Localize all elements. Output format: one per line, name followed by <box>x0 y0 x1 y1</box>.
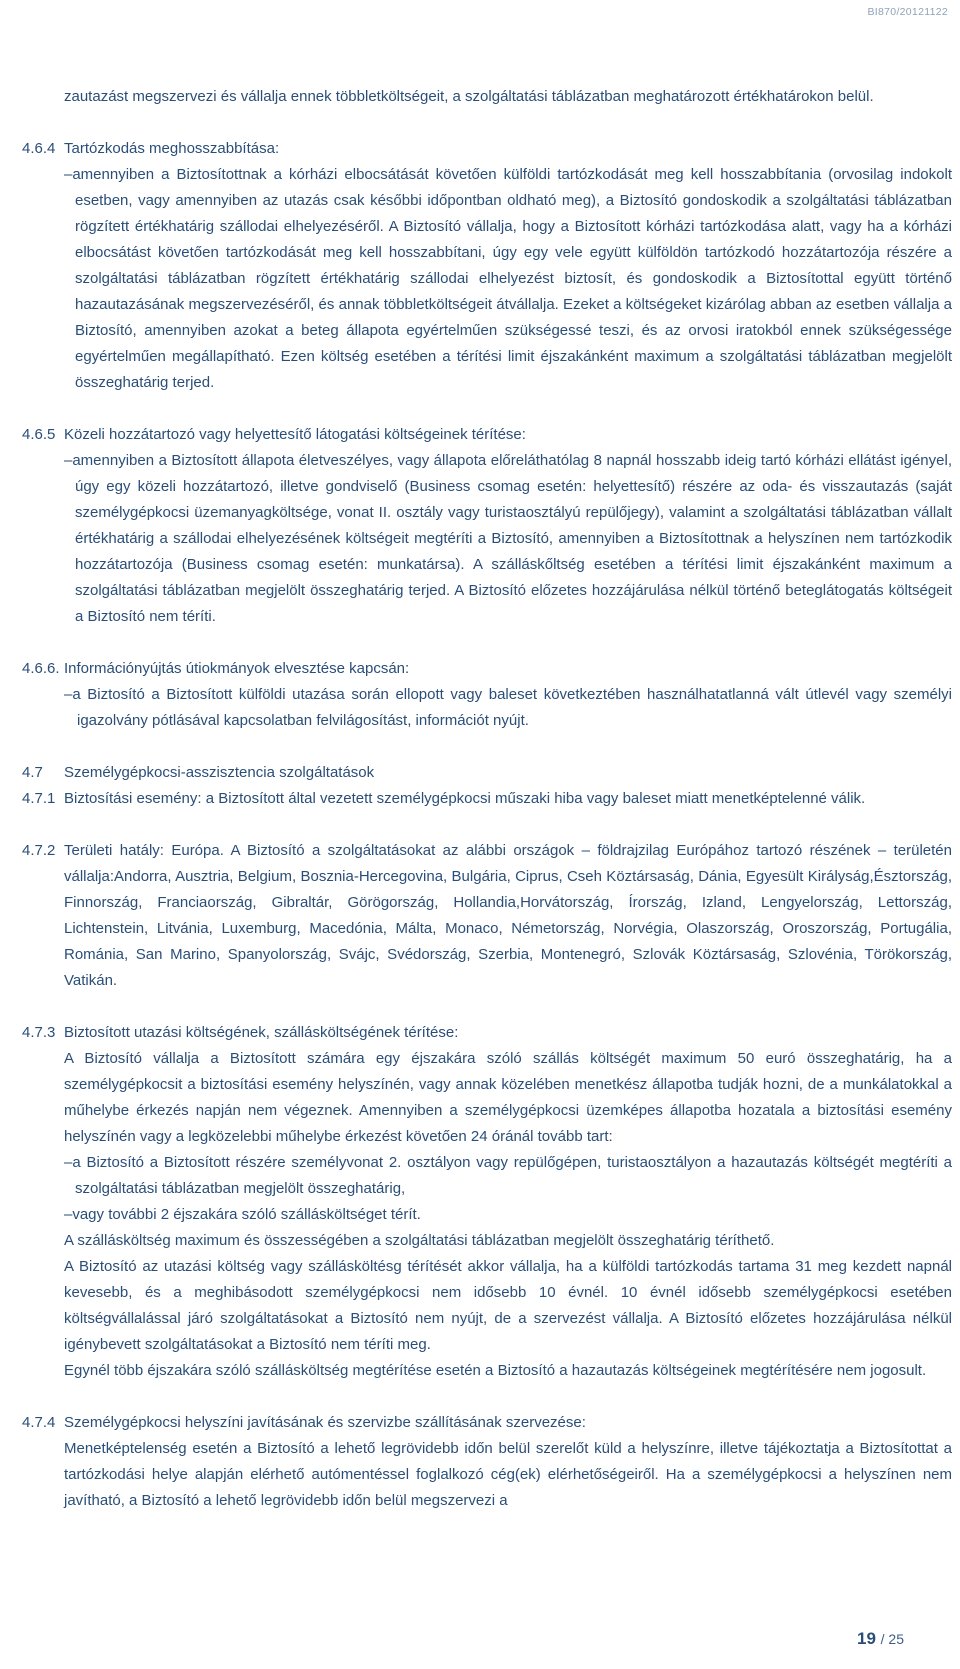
total-pages: / 25 <box>880 1631 904 1647</box>
section-body <box>64 786 952 838</box>
paragraph: A Biztosító vállalja a Biztosított számára egy éjszakára szóló szállás költségét maximum 50 euró összeghatárig, ha a személygépkocsit a biztosítási esemény helyszínén, vagy annak közelében menetkész állapotba tudják hozni, de a munkálatokkal a műhelybe érkezés napján nem végeznek. Amennyiben a személygépkocsi üzemképes állapotba hozatala a biztosítási esemény helyszínén vagy a legközelebbi műhelybe érkezést követően 24 óránál tovább tart: <box>64 1050 952 1145</box>
section-body <box>64 656 952 760</box>
section-body <box>64 422 952 656</box>
section-title: Személygépkocsi helyszíni javításának és szervizbe szállításának szervezése: <box>64 1414 586 1431</box>
section-title: Biztosított utazási költségének, szállásköltségének térítése: <box>64 1024 459 1041</box>
section-body <box>64 1020 952 1410</box>
section-text: Biztosítási esemény: a Biztosított által vezetett személygépkocsi műszaki hiba vagy baleset miatt menetképtelenné válik. <box>64 790 866 807</box>
section-body <box>64 1410 952 1514</box>
section-number: 4.7 <box>22 764 43 781</box>
section-number: 4.7.4 <box>22 1414 56 1431</box>
section-title: Személygépkocsi-asszisztencia szolgáltatások <box>64 764 375 781</box>
section-4-7-3 <box>22 1020 952 1410</box>
section-title: Tartózkodás meghosszabbítása: <box>64 140 280 157</box>
section-number: 4.7.1 <box>22 790 56 807</box>
section-4-7-1 <box>22 786 952 838</box>
section-body <box>64 838 952 1020</box>
section-number: 4.7.3 <box>22 1024 56 1041</box>
page-content <box>22 84 952 1514</box>
document-code: BI870/20121122 <box>867 6 948 18</box>
intro-paragraph: zautazást megszervezi és vállalja ennek többletköltségeit, a szolgáltatási táblázatban meghatározott értékhatárokon belül. <box>64 88 874 105</box>
section-title: Információnyújtás útiokmányok elvesztése kapcsán: <box>64 660 410 677</box>
paragraph: A Biztosító az utazási költség vagy szállásköltésg térítését akkor vállalja, ha a külföldi tartózkodás tartama 31 meg kezdett napnál kevesebb, és a meghibásodott személygépkocsi nem idősebb 10 évnél. 10 évnél idősebb személygépkocsi esetében költségvállalással járó szolgáltatásokat a Biztosító nem nyújt, de a szervezést vállalja. A Biztosító előzetes hozzájárulása nélkül igénybevett szolgáltatásokat a Biztosító nem téríti meg. <box>64 1258 952 1353</box>
section-body <box>64 760 952 786</box>
list-item: –vagy további 2 éjszakára szóló szállásköltséget térít. <box>64 1206 421 1223</box>
section-number: 4.6.4 <box>22 140 56 157</box>
list-item: –a Biztosító a Biztosított külföldi utazása során ellopott vagy baleset következtében használhatatlanná vált útlevél vagy személyi igazolvány pótlásával kapcsolatban felvilágosítást, információt nyújt. <box>64 686 952 729</box>
section-title: Közeli hozzátartozó vagy helyettesítő látogatási költségeinek térítése: <box>64 426 526 443</box>
paragraph: Egynél több éjszakára szóló szállásköltség megtérítése esetén a Biztosító a hazautazás költségeinek megtérítésére nem jogosult. <box>64 1362 927 1379</box>
section-body <box>64 136 952 422</box>
paragraph: A szállásköltség maximum és összességében a szolgáltatási táblázatban megjelölt összeghatárig téríthető. <box>64 1232 775 1249</box>
page-number <box>857 1629 904 1649</box>
section-text: Területi hatály: Európa. A Biztosító a szolgáltatásokat az alábbi országok – földrajzilag Európához tartozó részének – területén vállalja:Andorra, Ausztria, Belgium, Bosznia-Hercegovina, Bulgária, Ciprus, Cseh Köztársaság, Dánia, Egyesült Királyság,Észtország, Finnország, Franciaország, Gibraltár, Görögország, Hollandia,Horvátország, Írország, Izland, Lengyelország, Lettország, Lichtenstein, Litvánia, Luxemburg, Macedónia, Málta, Monaco, Németország, Norvégia, Olaszország, Oroszország, Portugália, Románia, San Marino, Spanyolország, Svájc, Svédország, Szerbia, Montenegró, Szlovák Köztársaság, Szlovénia, Törökország, Vatikán. <box>64 842 952 989</box>
paragraph: Menetképtelenség esetén a Biztosító a lehető legrövidebb időn belül szerelőt küld a helyszínre, illetve tájékoztatja a Biztosítottat a tartózkodási helye alapján elérhető autómentéssel foglalkozó cég(ek) elérhetőségeiről. Ha a személygépkocsi a helyszínen nem javítható, a Biztosító a lehető legrövidebb időn belül megszervezi a <box>64 1440 952 1509</box>
list-item: –amennyiben a Biztosított állapota életveszélyes, vagy állapota előreláthatólag 8 napnál hosszabb ideig tartó kórházi ellátást igényel, úgy egy közeli hozzátartozó, illetve gondviselő (Business csomag esetén: helyettesítő) részére az oda- és visszautazás (saját személygépkocsi üzemanyagköltsége, vonat II. osztály vagy turistaosztályú repülőjegy), valamint a szolgáltatási táblázatban vállalt értékhatárig a szállodai elhelyezésének költségeit megtéríti a Biztosító, amennyiben a Biztosítottnak a helyszínen nem tartózkodik hozzátartozója (Business csomag esetén: munkatársa). A szálláskőltség esetében a térítési limit éjszakánként maximum a szolgáltatási táblázatban megjelölt összeghatárig terjed. A Biztosító előzetes hozzájárulása nélkül történő beteglátogatás költségeit a Biztosító nem téríti. <box>64 452 952 625</box>
section-4-7-4 <box>22 1410 952 1514</box>
section-4-7-2 <box>22 838 952 1020</box>
section-number: 4.6.6. <box>22 660 60 677</box>
section-number: 4.6.5 <box>22 426 56 443</box>
section-number: 4.7.2 <box>22 842 56 859</box>
current-page: 19 <box>856 1629 876 1648</box>
list-item: –amennyiben a Biztosítottnak a kórházi elbocsátását követően külföldi tartózkodását meg kell hosszabbítania (orvosilag indokolt esetben, vagy amennyiben az utazás csak későbbi időpontban oldható meg), a Biztosító gondoskodik a szolgáltatási táblázatban rögzített értékhatárig szállodai elhelyezéséről. A Biztosító vállalja, hogy a Biztosított kórházi tartózkodása alatt, vagy ha a kórházi elbocsátást követően tartózkodását meg kell hosszabbítani, úgy egy vele együtt külföldön tartózkodó hozzátartozója részére a szolgáltatási táblázatban rögzített értékhatárig szállodai elhelyezést biztosít, és gondoskodik a Biztosítottal együtt történő hazautazásának megszervezéséről, és annak többletköltségeit átvállalja. Ezeket a költségeket kizárólag abban az esetben vállalja a Biztosító, amennyiben azokat a beteg állapota egyértelműen szükségessé teszi, és az orvosi iratokból ennek szükségessége egyértelműen megállapítható. Ezen költség esetében a térítési limit éjszakánként maximum a szolgáltatási táblázatban megjelölt összeghatárig terjed. <box>64 166 952 391</box>
section-4-7 <box>22 760 952 786</box>
section-4-6-6 <box>22 656 952 760</box>
list-item: –a Biztosító a Biztosított részére személyvonat 2. osztályon vagy repülőgépen, turistaosztályon a hazautazás költségét megtéríti a szolgáltatási táblázatban megjelölt összeghatárig, <box>64 1154 952 1197</box>
section-4-6-5 <box>22 422 952 656</box>
section-4-6-4 <box>22 136 952 422</box>
